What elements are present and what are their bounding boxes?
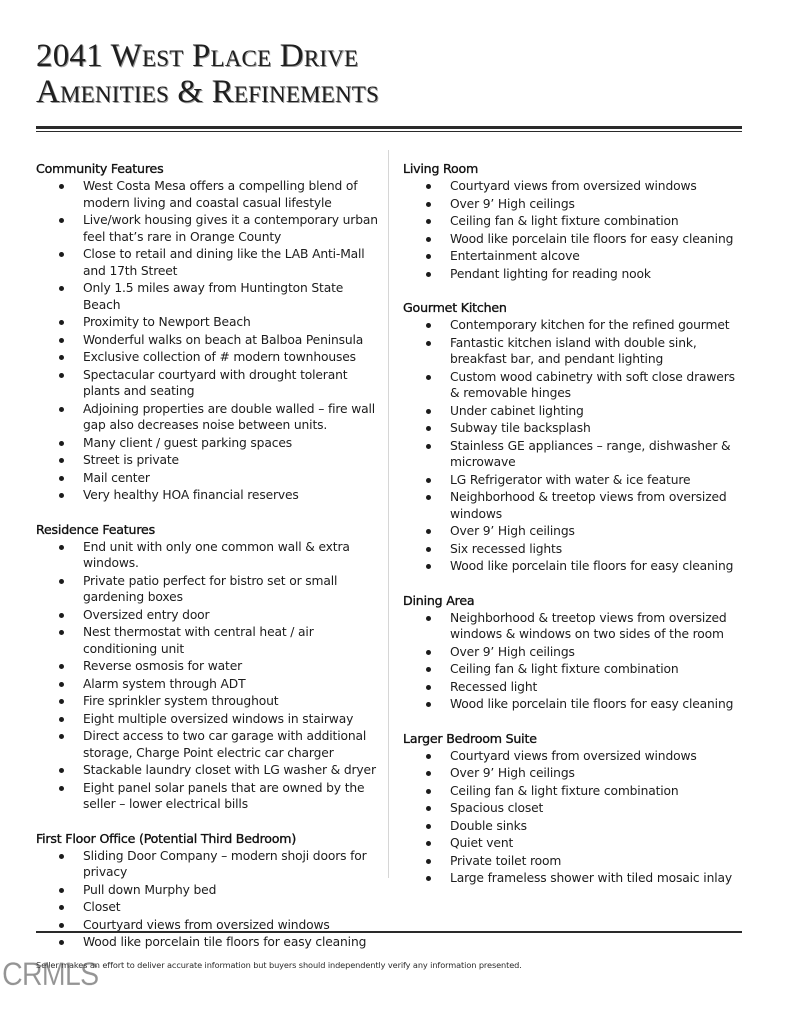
- bullet-icon: [426, 547, 431, 552]
- list-item: [403, 610, 748, 643]
- bullet-icon: [59, 579, 64, 584]
- bullet-icon: [426, 806, 431, 811]
- list-item: [403, 335, 748, 368]
- list-item-text: Alarm system through ADT: [83, 676, 246, 691]
- list-item: [36, 178, 381, 211]
- list-item: [36, 332, 381, 349]
- bullet-icon: [59, 286, 64, 291]
- list-item-text: Pendant lighting for reading nook: [450, 266, 651, 281]
- list-item: [403, 472, 748, 489]
- list-item: [36, 212, 381, 245]
- section-gourmet-kitchen: [403, 299, 748, 575]
- list-item: [36, 624, 381, 657]
- bullet-icon: [59, 734, 64, 739]
- list-item-text: Oversized entry door: [83, 607, 210, 622]
- header-divider-thin: [36, 131, 742, 132]
- list-item-text: Courtyard views from oversized windows: [450, 179, 697, 193]
- list-item: [36, 882, 381, 899]
- crmls-watermark: CRMLS: [2, 956, 99, 992]
- list-item-text: Over 9’ High ceilings: [450, 524, 575, 538]
- list-item-text: Over 9’ High ceilings: [450, 766, 575, 780]
- document-title: [36, 38, 379, 110]
- list-item-text: Wood like porcelain tile floors for easy cleaning: [450, 231, 734, 246]
- section-heading: Larger Bedroom Suite: [403, 730, 537, 746]
- bullet-icon: [426, 685, 431, 690]
- list-item: [36, 658, 381, 675]
- list-item: [403, 178, 748, 195]
- bullet-icon: [59, 613, 64, 618]
- bullet-icon: [59, 545, 64, 550]
- list-item: [36, 607, 381, 624]
- bullet-icon: [426, 219, 431, 224]
- list-item: [36, 280, 381, 313]
- section-living-room: [403, 160, 748, 282]
- list-item-text: Exclusive collection of # modern townhouses: [83, 350, 356, 364]
- bullet-icon: [426, 789, 431, 794]
- list-item: [403, 853, 748, 870]
- list-item: [403, 369, 748, 402]
- list-item: [403, 489, 748, 522]
- bullet-icon: [426, 202, 431, 207]
- section-heading: Dining Area: [403, 592, 475, 608]
- bullet-icon: [426, 184, 431, 189]
- feature-list: [36, 848, 381, 951]
- list-item: [403, 818, 748, 835]
- list-item-text: Live/work housing gives it a contemporary urban feel that’s rare in Orange County: [83, 213, 378, 244]
- bullet-icon: [426, 616, 431, 621]
- feature-list: [403, 178, 748, 282]
- list-item: [403, 248, 748, 265]
- list-item: [403, 420, 748, 437]
- list-item-text: Fire sprinkler system throughout: [83, 694, 279, 708]
- list-item-text: Neighborhood & treetop views from oversized windows & windows on two sides of the room: [450, 610, 727, 641]
- list-item: [403, 748, 748, 765]
- bullet-icon: [59, 252, 64, 257]
- list-item: [36, 676, 381, 693]
- bullet-icon: [426, 841, 431, 846]
- right-column: [403, 160, 748, 904]
- list-item-text: LG Refrigerator with water & ice feature: [450, 472, 691, 487]
- list-item-text: Stainless GE appliances – range, dishwasher & microwave: [450, 438, 731, 469]
- list-item-text: Only 1.5 miles away from Huntington State Beach: [83, 281, 344, 312]
- list-item: [403, 765, 748, 782]
- list-item-text: Over 9’ High ceilings: [450, 644, 575, 659]
- list-item-text: Reverse osmosis for water: [83, 659, 243, 673]
- bullet-icon: [59, 699, 64, 704]
- list-item: [36, 367, 381, 400]
- list-item-text: West Costa Mesa offers a compelling blend of modern living and coastal casual lifestyle: [83, 179, 358, 210]
- bullet-icon: [426, 859, 431, 864]
- bullet-icon: [59, 476, 64, 481]
- list-item-text: Ceiling fan & light fixture combination: [450, 214, 679, 228]
- bullet-icon: [59, 923, 64, 928]
- list-item-text: Neighborhood & treetop views from oversized windows: [450, 490, 727, 521]
- column-divider: [388, 150, 389, 878]
- list-item-text: Adjoining properties are double walled – fire wall gap also decreases noise between units.: [83, 401, 376, 432]
- bullet-icon: [426, 409, 431, 414]
- left-column: [36, 160, 381, 968]
- list-item: [403, 661, 748, 678]
- list-item: [403, 644, 748, 661]
- list-item-text: Sliding Door Company – modern shoji doors for privacy: [83, 848, 367, 879]
- list-item: [403, 403, 748, 420]
- list-item: [36, 573, 381, 606]
- list-item: [36, 934, 381, 951]
- bullet-icon: [426, 323, 431, 328]
- bullet-icon: [59, 854, 64, 859]
- list-item: [403, 266, 748, 283]
- section-heading: First Floor Office (Potential Third Bedroom): [36, 830, 297, 846]
- feature-list: [403, 610, 748, 713]
- list-item-text: Ceiling fan & light fixture combination: [450, 783, 679, 798]
- header-divider-thick: [36, 126, 742, 129]
- list-item: [36, 452, 381, 469]
- list-item: [403, 679, 748, 696]
- list-item-text: Spectacular courtyard with drought tolerant plants and seating: [83, 367, 348, 398]
- feature-list: [403, 317, 748, 575]
- list-item-text: Very healthy HOA financial reserves: [83, 488, 299, 502]
- bullet-icon: [59, 682, 64, 687]
- list-item-text: Custom wood cabinetry with soft close drawers & removable hinges: [450, 369, 735, 400]
- bullet-icon: [59, 338, 64, 343]
- bullet-icon: [59, 630, 64, 635]
- bullet-icon: [59, 940, 64, 945]
- list-item-text: Closet: [83, 900, 121, 914]
- list-item-text: Mail center: [83, 470, 150, 485]
- bullet-icon: [426, 237, 431, 242]
- list-item: [36, 728, 381, 761]
- bullet-icon: [426, 564, 431, 569]
- list-item: [403, 213, 748, 230]
- list-item-text: Contemporary kitchen for the refined gourmet: [450, 318, 730, 332]
- bullet-icon: [59, 664, 64, 669]
- bullet-icon: [426, 702, 431, 707]
- list-item-text: Courtyard views from oversized windows: [83, 917, 330, 932]
- list-item-text: Six recessed lights: [450, 541, 562, 556]
- list-item: [36, 401, 381, 434]
- list-item: [36, 711, 381, 728]
- list-item: [36, 487, 381, 504]
- list-item-text: Quiet vent: [450, 836, 514, 850]
- list-item-text: Entertainment alcove: [450, 249, 580, 263]
- title-subtitle: Amenities & Refinements: [36, 74, 380, 110]
- bullet-icon: [59, 458, 64, 463]
- feature-list: [36, 178, 381, 504]
- list-item: [36, 539, 381, 572]
- list-item: [403, 783, 748, 800]
- bullet-icon: [426, 444, 431, 449]
- section-heading: Community Features: [36, 161, 164, 176]
- list-item-text: Recessed light: [450, 679, 538, 694]
- bullet-icon: [426, 529, 431, 534]
- list-item-text: Ceiling fan & light fixture combination: [450, 662, 679, 676]
- bullet-icon: [59, 786, 64, 791]
- bullet-icon: [59, 373, 64, 378]
- list-item-text: Large frameless shower with tiled mosaic inlay: [450, 871, 732, 885]
- bullet-icon: [59, 218, 64, 223]
- bullet-icon: [59, 905, 64, 910]
- bullet-icon: [426, 426, 431, 431]
- list-item: [403, 800, 748, 817]
- list-item-text: Courtyard views from oversized windows: [450, 748, 697, 763]
- list-item-text: Private patio perfect for bistro set or small gardening boxes: [83, 573, 338, 604]
- bullet-icon: [59, 441, 64, 446]
- bullet-icon: [59, 355, 64, 360]
- list-item: [403, 438, 748, 471]
- list-item-text: Private toilet room: [450, 853, 562, 868]
- list-item-text: Fantastic kitchen island with double sink, breakfast bar, and pendant lighting: [450, 335, 697, 366]
- list-item-text: Nest thermostat with central heat / air conditioning unit: [83, 625, 314, 656]
- section-community-features: [36, 160, 381, 504]
- list-item: [403, 523, 748, 540]
- bullet-icon: [426, 876, 431, 881]
- list-item: [36, 349, 381, 366]
- disclaimer-text: Seller makes an effort to deliver accurate information but buyers should independently verify any information presented.: [36, 960, 522, 970]
- list-item: [36, 314, 381, 331]
- list-item: [36, 435, 381, 452]
- bullet-icon: [426, 478, 431, 483]
- bullet-icon: [59, 184, 64, 189]
- list-item-text: Eight panel solar panels that are owned by the seller – lower electrical bills: [83, 780, 365, 811]
- section-dining-area: [403, 592, 748, 713]
- list-item: [36, 246, 381, 279]
- list-item: [403, 317, 748, 334]
- list-item: [403, 231, 748, 248]
- bullet-icon: [59, 407, 64, 412]
- list-item: [403, 196, 748, 213]
- section-residence-features: [36, 521, 381, 813]
- bullet-icon: [59, 320, 64, 325]
- list-item: [36, 470, 381, 487]
- title-address: 2041 West Place Drive: [36, 38, 359, 74]
- list-item-text: Direct access to two car garage with additional storage, Charge Point electric car charger: [83, 729, 367, 760]
- list-item: [36, 762, 381, 779]
- list-item-text: Eight multiple oversized windows in stairway: [83, 711, 354, 726]
- section-heading: Gourmet Kitchen: [403, 300, 507, 315]
- bullet-icon: [426, 754, 431, 759]
- list-item: [36, 899, 381, 916]
- bullet-icon: [59, 717, 64, 722]
- section-heading: Residence Features: [36, 521, 155, 537]
- bullet-icon: [426, 667, 431, 672]
- list-item-text: Proximity to Newport Beach: [83, 315, 251, 329]
- list-item-text: Spacious closet: [450, 801, 544, 815]
- bullet-icon: [426, 375, 431, 380]
- bullet-icon: [426, 341, 431, 346]
- feature-list: [403, 748, 748, 887]
- bullet-icon: [59, 493, 64, 498]
- list-item-text: Wonderful walks on beach at Balboa Peninsula: [83, 332, 364, 347]
- footer-divider: [36, 931, 742, 933]
- bullet-icon: [426, 495, 431, 500]
- list-item: [403, 558, 748, 575]
- bullet-icon: [426, 650, 431, 655]
- bullet-icon: [426, 824, 431, 829]
- list-item-text: Close to retail and dining like the LAB Anti-Mall and 17th Street: [83, 247, 365, 278]
- section-larger-bedroom-suite: [403, 730, 748, 887]
- section-heading: Living Room: [403, 161, 479, 176]
- list-item-text: Wood like porcelain tile floors for easy cleaning: [450, 559, 734, 573]
- feature-list: [36, 539, 381, 813]
- list-item-text: Under cabinet lighting: [450, 403, 584, 418]
- list-item-text: Stackable laundry closet with LG washer & dryer: [83, 763, 376, 777]
- bullet-icon: [426, 272, 431, 277]
- bullet-icon: [426, 254, 431, 259]
- list-item-text: Many client / guest parking spaces: [83, 435, 292, 450]
- list-item-text: Wood like porcelain tile floors for easy cleaning: [450, 697, 734, 711]
- list-item: [403, 696, 748, 713]
- list-item: [36, 693, 381, 710]
- list-item: [36, 848, 381, 881]
- list-item-text: Subway tile backsplash: [450, 421, 591, 435]
- list-item: [403, 870, 748, 887]
- list-item-text: Wood like porcelain tile floors for easy cleaning: [83, 935, 367, 949]
- bullet-icon: [59, 768, 64, 773]
- bullet-icon: [426, 771, 431, 776]
- list-item: [36, 780, 381, 813]
- list-item-text: End unit with only one common wall & extra windows.: [83, 539, 350, 570]
- list-item-text: Street is private: [83, 453, 179, 467]
- list-item: [403, 541, 748, 558]
- list-item-text: Pull down Murphy bed: [83, 882, 217, 897]
- list-item: [403, 835, 748, 852]
- bullet-icon: [59, 888, 64, 893]
- list-item-text: Double sinks: [450, 818, 527, 833]
- list-item-text: Over 9’ High ceilings: [450, 196, 575, 211]
